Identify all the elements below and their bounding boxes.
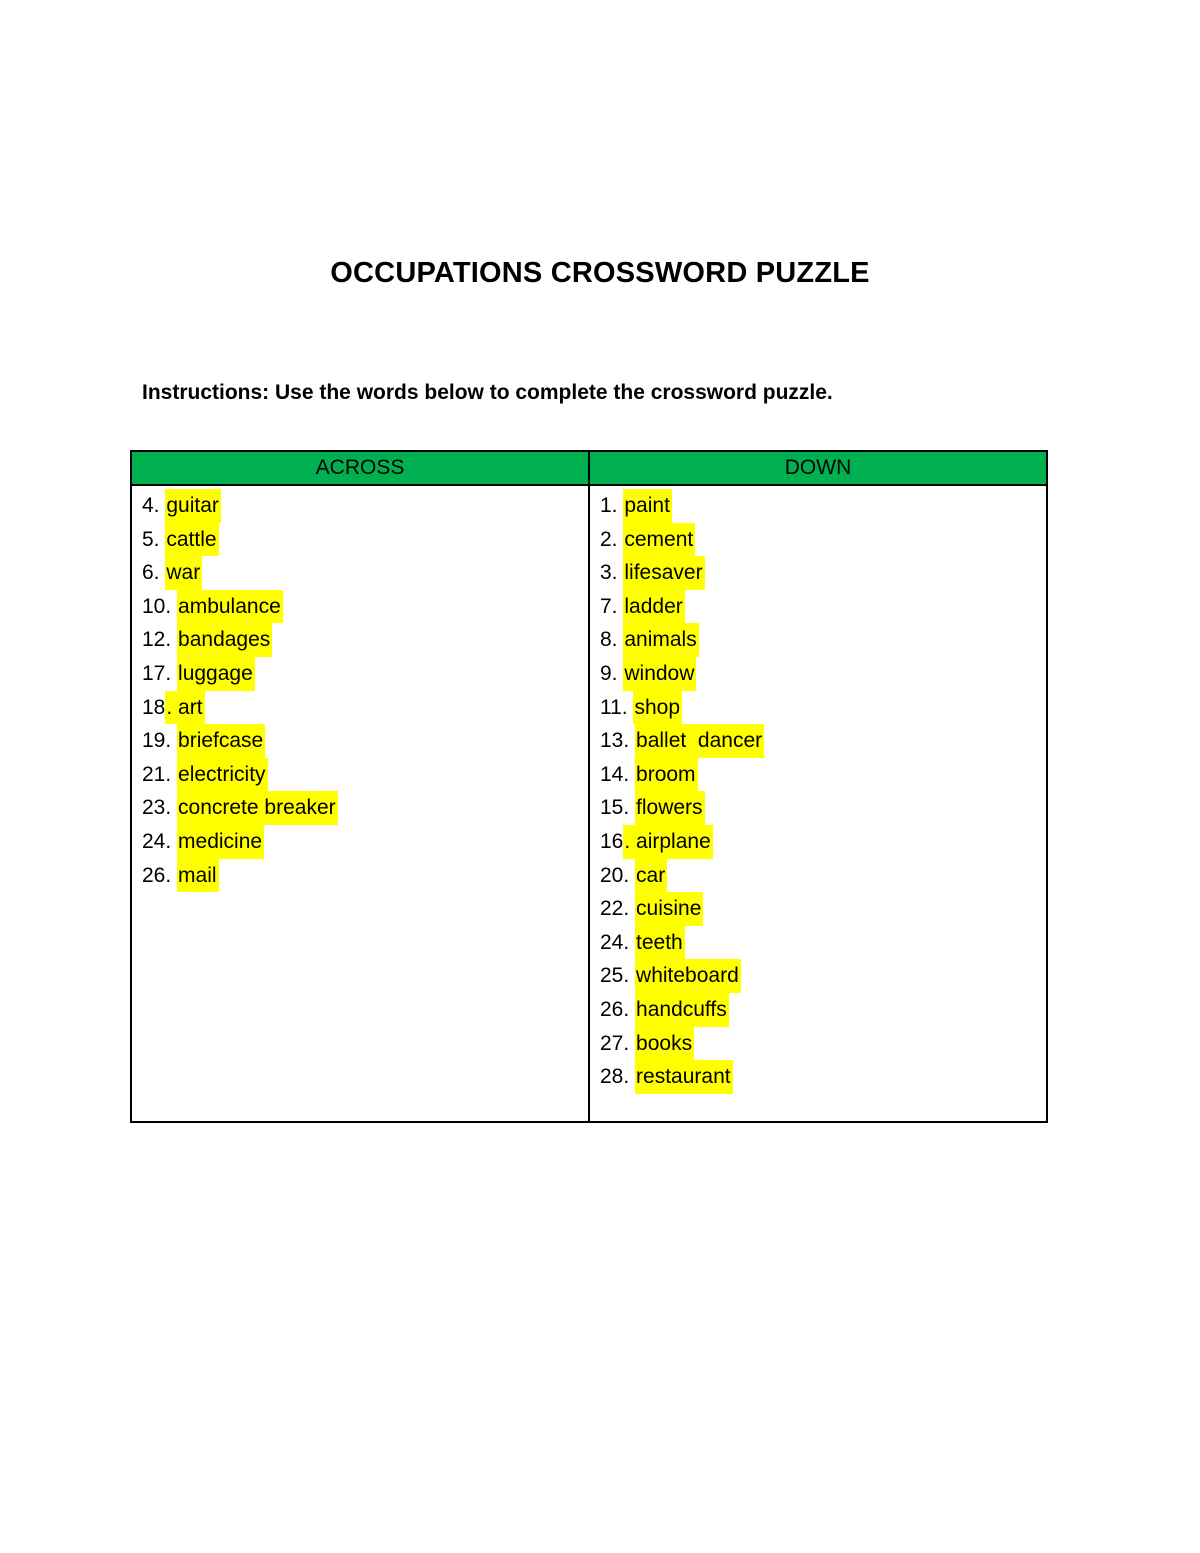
clue-word: lifesaver [623, 556, 704, 590]
clue-entry [142, 859, 588, 893]
clue-word: ladder [623, 590, 684, 624]
clue-number: 23. [142, 796, 178, 820]
clue-word: cuisine [635, 892, 703, 926]
clue-entry [600, 724, 1046, 758]
instructions-text: Use the words below to complete the crossword puzzle. [269, 381, 833, 404]
clue-number: 22. [600, 897, 636, 921]
clue-entry [142, 691, 588, 725]
clue-word: bandages [177, 623, 272, 657]
clue-entry [600, 623, 1046, 657]
clue-entry [600, 489, 1046, 523]
down-header: DOWN [590, 452, 1046, 486]
clue-entry [142, 724, 588, 758]
clue-number: 24. [600, 930, 636, 954]
clue-number: 26. [600, 997, 636, 1021]
clue-number: 27. [600, 1031, 636, 1055]
clue-entry [142, 489, 588, 523]
clue-number: 14. [600, 762, 636, 786]
clue-entry [600, 691, 1046, 725]
clue-number: 24. [142, 829, 178, 853]
clue-word: animals [623, 623, 698, 657]
clue-number: 18 [142, 695, 166, 719]
clue-entry [600, 523, 1046, 557]
clue-entry [600, 993, 1046, 1027]
clue-word: guitar [165, 489, 221, 523]
clue-word: . art [165, 691, 204, 725]
clue-number: 20. [600, 863, 636, 887]
clue-number: 12. [142, 628, 178, 652]
clue-number: 7. [600, 594, 624, 618]
clue-entry [600, 825, 1046, 859]
clue-word: paint [623, 489, 672, 523]
down-column [590, 452, 1046, 1121]
clue-entry [142, 758, 588, 792]
across-header: ACROSS [132, 452, 588, 486]
clue-number: 21. [142, 762, 178, 786]
across-column [132, 452, 590, 1121]
clue-word: teeth [635, 926, 685, 960]
clue-word: war [165, 556, 202, 590]
clue-word: medicine [177, 825, 264, 859]
clue-number: 19. [142, 729, 178, 753]
clue-number: 9. [600, 661, 624, 685]
clue-entry [600, 1027, 1046, 1061]
clue-word: ballet dancer [635, 724, 764, 758]
page-title: OCCUPATIONS CROSSWORD PUZZLE [330, 257, 870, 290]
clue-entry [600, 590, 1046, 624]
clue-number: 1. [600, 494, 624, 517]
clue-word: whiteboard [635, 959, 741, 993]
clue-word: cattle [165, 523, 218, 557]
clue-word: mail [177, 859, 219, 893]
clue-word: broom [635, 758, 698, 792]
clue-word: shop [633, 691, 682, 725]
across-list [132, 486, 588, 892]
clue-entry [600, 1060, 1046, 1094]
clue-word: books [635, 1027, 694, 1061]
clue-entry [600, 657, 1046, 691]
clue-number: 28. [600, 1065, 636, 1089]
clue-entry [600, 926, 1046, 960]
clue-word: electricity [177, 758, 268, 792]
clue-word: window [623, 657, 696, 691]
word-list-table [130, 450, 1048, 1123]
clue-entry [600, 892, 1046, 926]
clue-number: 13. [600, 729, 636, 753]
clue-word: cement [623, 523, 695, 557]
clue-entry [600, 758, 1046, 792]
clue-number: 11. [600, 695, 634, 719]
clue-number: 26. [142, 863, 178, 887]
clue-number: 17. [142, 661, 178, 685]
clue-word: ambulance [177, 590, 283, 624]
clue-word: briefcase [177, 724, 265, 758]
clue-number: 3. [600, 561, 624, 585]
clue-number: 2. [600, 527, 624, 551]
clue-number: 5. [142, 527, 166, 551]
clue-number: 15. [600, 796, 636, 820]
clue-entry [600, 791, 1046, 825]
instructions [142, 377, 833, 409]
clue-entry [142, 657, 588, 691]
clue-entry [142, 825, 588, 859]
clue-entry [600, 959, 1046, 993]
clue-word: restaurant [635, 1060, 733, 1094]
clue-word: . airplane [623, 825, 712, 859]
clue-entry [142, 623, 588, 657]
clue-entry [142, 556, 588, 590]
clue-word: car [635, 859, 667, 893]
clue-entry [142, 791, 588, 825]
clue-entry [142, 590, 588, 624]
clue-word: flowers [635, 791, 705, 825]
clue-number: 6. [142, 561, 166, 585]
clue-word: luggage [177, 657, 255, 691]
clue-number: 4. [142, 494, 166, 517]
clue-number: 25. [600, 964, 636, 988]
clue-number: 16 [600, 829, 624, 853]
clue-number: 10. [142, 594, 178, 618]
instructions-lead: Instructions: [142, 381, 270, 404]
clue-entry [600, 859, 1046, 893]
clue-word: handcuffs [635, 993, 729, 1027]
clue-word: concrete breaker [177, 791, 338, 825]
clue-entry [600, 556, 1046, 590]
clue-entry [142, 523, 588, 557]
clue-number: 8. [600, 628, 624, 652]
down-list [590, 486, 1046, 1094]
